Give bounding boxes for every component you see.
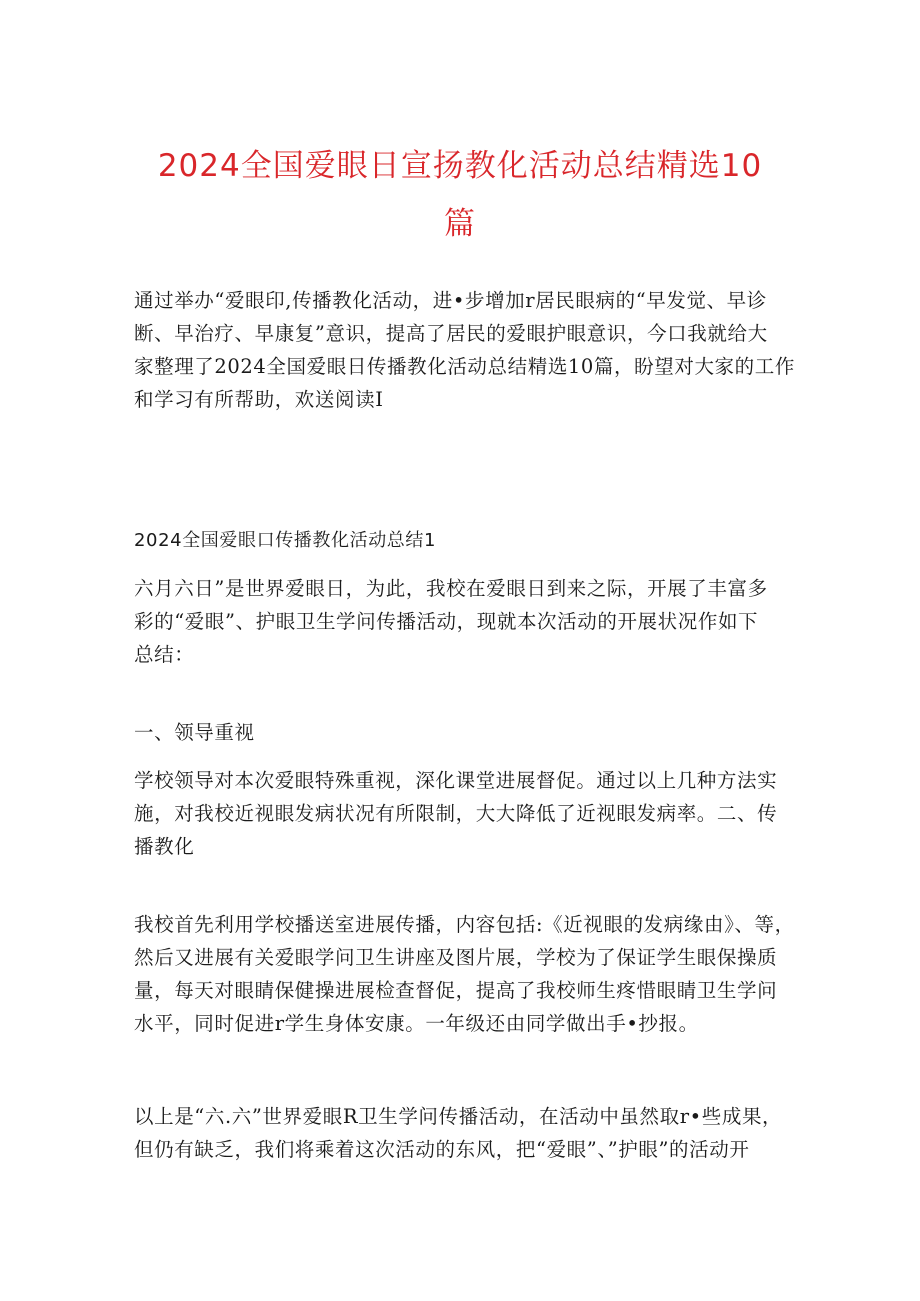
paragraph-1 (134, 572, 794, 671)
section-heading (134, 524, 794, 557)
sub-heading-text: 一、领导重视 (134, 721, 255, 744)
paragraph-4 (134, 1100, 794, 1166)
paragraph-line: 播教化 (134, 835, 195, 858)
paragraph-line: 水平，同时促进r学生身体安康。一年级还由同学做出手•抄报。 (134, 1012, 699, 1035)
paragraph-line: 施，对我校近视眼发病状况有所限制，大大降低了近视眼发病率。二、传 (134, 802, 778, 825)
paragraph-line: 彩的“爱眼”、护眼卫生学问传播活动，现就本次活动的开展状况作如下 (134, 610, 759, 633)
paragraph-line: 总结： (134, 643, 195, 666)
paragraph-line: 六月六日”是世界爱眼日，为此，我校在爱眼日到来之际，开展了丰富多 (134, 577, 768, 600)
paragraph-line: 但仍有缺乏，我们将乘着这次活动的东风，把“爱眼”、”护眼”的活动开 (134, 1138, 750, 1161)
paragraph-line: 学校领导对本次爱眼特殊重视，深化课堂进展督促。通过以上几种方法实 (134, 769, 778, 792)
intro-line: 和学习有所帮助，欢送阅读I (134, 388, 384, 411)
paragraph-line: 我校首先利用学校播送室进展传播，内容包括:《近视眼的发病缘由》、等， (134, 913, 795, 936)
intro-line: 通过举办“爱眼印,传播教化活动，进•步增加r居民眼病的“早发觉、早诊 (134, 289, 767, 312)
paragraph-line: 量，每天对眼睛保健操进展检查督促，提高了我校师生疼惜眼睛卫生学问 (134, 979, 778, 1002)
intro-line: 家整理了2024全国爱眼日传播教化活动总结精选10篇，盼望对大家的工作 (134, 355, 795, 378)
section-heading-text: 2024全国爱眼口传播教化活动总结1 (134, 530, 437, 551)
paragraph-2 (134, 764, 794, 863)
document-title-continued: 篇 (444, 206, 476, 242)
intro-line: 断、早治疗、早康复”意识，提高了居民的爱眼护眼意识，今口我就给大 (134, 322, 768, 345)
document-title: 2024全国爱眼日宣扬教化活动总结精选10 (157, 148, 763, 184)
paragraph-3 (134, 908, 794, 1040)
intro-paragraph (134, 284, 794, 416)
paragraph-line: 以上是“六.六”世界爱眼R卫生学问传播活动，在活动中虽然取r•些成果， (134, 1105, 783, 1128)
sub-heading-1 (134, 716, 794, 749)
paragraph-line: 然后又进展有关爱眼学问卫生讲座及图片展，学校为了保证学生眼保操质 (134, 946, 778, 969)
